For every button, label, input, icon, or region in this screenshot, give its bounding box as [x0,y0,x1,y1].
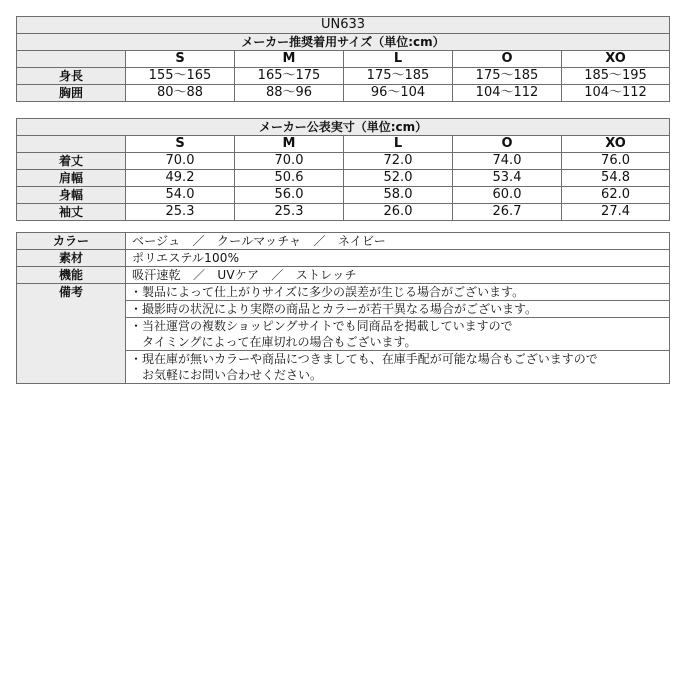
row-label: 胸囲 [17,85,126,102]
notes-label: 備考 [17,284,126,384]
table-cell: 175〜185 [453,68,562,85]
table-cell: 27.4 [562,204,670,221]
note-text: タイミングによって在庫切れの場合もございます。 [130,335,417,349]
table-row [17,68,670,85]
row-label: 肩幅 [17,170,126,187]
size-header: L [344,136,453,153]
table-row [17,85,670,102]
table-cell: 56.0 [235,187,344,204]
size-header: S [126,51,235,68]
actual-measurement-title: メーカー公表実寸（単位:cm） [17,119,670,136]
row-label: 身幅 [17,187,126,204]
actual-size-header-row [17,136,670,153]
table-cell: 62.0 [562,187,670,204]
table-cell: 58.0 [344,187,453,204]
table-cell: 60.0 [453,187,562,204]
table-cell: 50.6 [235,170,344,187]
size-header: XO [562,136,670,153]
table-row [17,187,670,204]
size-header: O [453,51,562,68]
table-row [17,153,670,170]
note-row [17,284,670,301]
table-cell: 104〜112 [562,85,670,102]
table-cell: 53.4 [453,170,562,187]
table-row [17,170,670,187]
color-value: ベージュ ／ クールマッチャ ／ ネイビー [126,233,670,250]
size-header: XO [562,51,670,68]
note-item [126,284,670,301]
function-label: 機能 [17,267,126,284]
material-value: ポリエステル100% [126,250,670,267]
table-cell: 72.0 [344,153,453,170]
note-text: お気軽にお問い合わせください。 [130,368,323,382]
table-cell: 70.0 [126,153,235,170]
table-row [17,204,670,221]
info-row-material [17,250,670,267]
row-label: 身長 [17,68,126,85]
note-text: ・現在庫が無いカラーや商品につきましても、在庫手配が可能な場合もございますので [130,352,598,366]
table-cell: 80〜88 [126,85,235,102]
table-cell: 52.0 [344,170,453,187]
table-cell: 155〜165 [126,68,235,85]
table-cell: 76.0 [562,153,670,170]
table-cell: 26.7 [453,204,562,221]
size-header: S [126,136,235,153]
size-header: M [235,51,344,68]
table-cell: 49.2 [126,170,235,187]
size-header: O [453,136,562,153]
table-cell: 104〜112 [453,85,562,102]
header-corner [17,51,126,68]
info-row-color [17,233,670,250]
note-item [126,351,670,384]
product-code: UN633 [17,17,670,34]
info-row-function [17,267,670,284]
table-cell: 54.8 [562,170,670,187]
recommended-size-table [16,16,670,102]
table-cell: 25.3 [126,204,235,221]
material-label: 素材 [17,250,126,267]
note-text: ・当社運営の複数ショッピングサイトでも同商品を掲載していますので [130,319,513,333]
note-text: ・撮影時の状況により実際の商品とカラーが若干異なる場合がございます。 [130,302,538,316]
actual-measurement-table [16,118,670,221]
table-cell: 26.0 [344,204,453,221]
table-cell: 74.0 [453,153,562,170]
row-label: 着丈 [17,153,126,170]
note-text: ・製品によって仕上がりサイズに多少の誤差が生じる場合がございます。 [130,285,525,299]
table-cell: 54.0 [126,187,235,204]
function-value: 吸汗速乾 ／ UVケア ／ ストレッチ [126,267,670,284]
size-header: M [235,136,344,153]
size-header: L [344,51,453,68]
note-item [126,301,670,318]
product-info-table [16,232,670,384]
table-cell: 185〜195 [562,68,670,85]
header-corner [17,136,126,153]
color-label: カラー [17,233,126,250]
table-cell: 96〜104 [344,85,453,102]
recommended-size-header-row [17,51,670,68]
table-cell: 70.0 [235,153,344,170]
note-item [126,318,670,351]
recommended-size-title: メーカー推奨着用サイズ（単位:cm） [17,34,670,51]
table-cell: 88〜96 [235,85,344,102]
table-cell: 165〜175 [235,68,344,85]
table-cell: 25.3 [235,204,344,221]
row-label: 袖丈 [17,204,126,221]
table-cell: 175〜185 [344,68,453,85]
